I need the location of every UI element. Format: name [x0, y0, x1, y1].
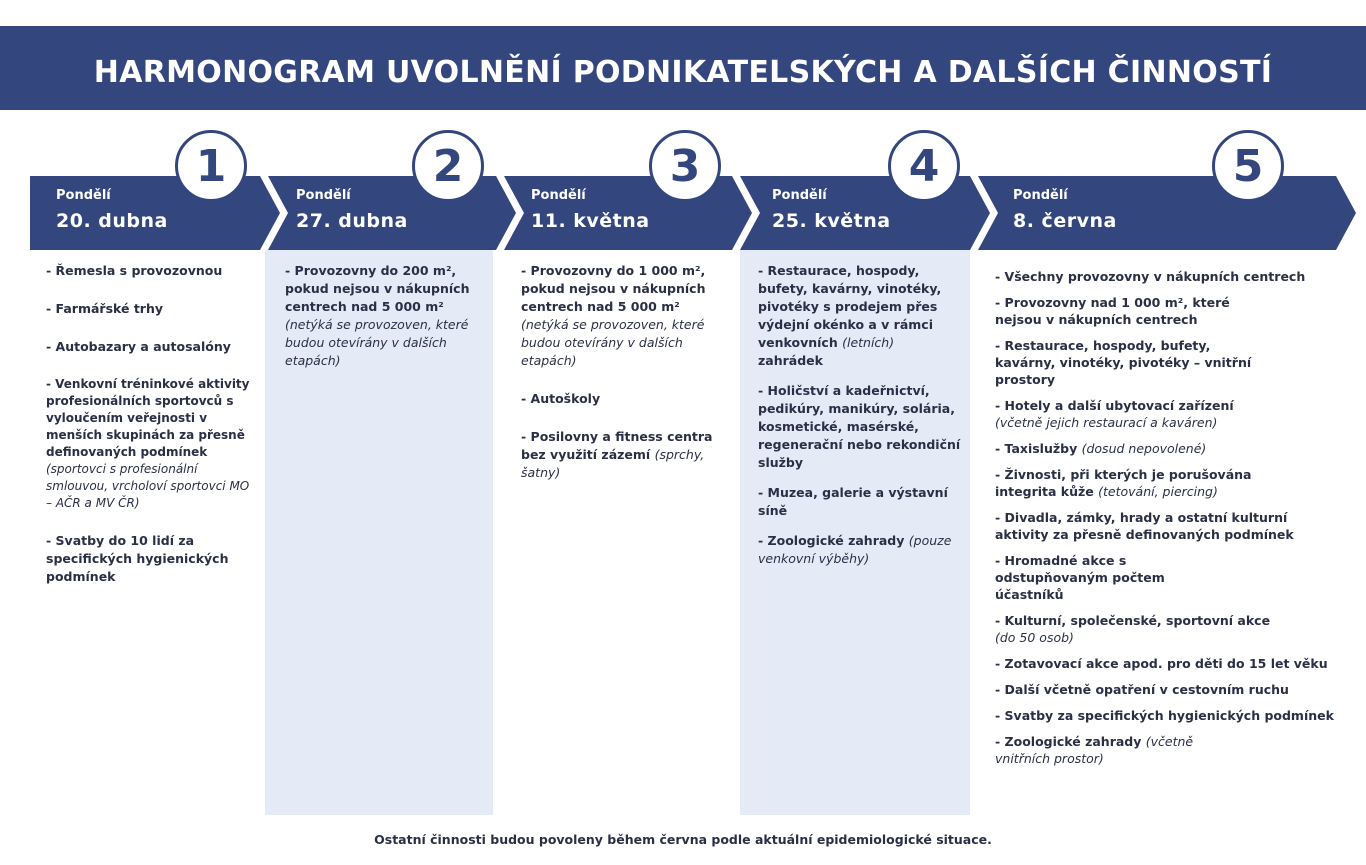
list-item: - Divadla, zámky, hrady a ostatní kulturní aktivity za přesně definovaných podmínek [995, 510, 1294, 542]
list-item: - Provozovny do 1 000 m², pokud nejsou v nákupních centrech nad 5 000 m² (netýká se provozoven, které budou otevírány v dalších etapách) [521, 263, 706, 368]
stage-4-list [758, 262, 963, 580]
stage-date: 11. května [531, 210, 650, 232]
page-title: HARMONOGRAM UVOLNĚNÍ PODNIKATELSKÝCH A DALŠÍCH ČINNOSTÍ [93, 54, 1273, 90]
list-item: - Živnosti, při kterých je porušována integrita kůže (tetování, piercing) [995, 467, 1252, 499]
stage-3-number-badge [649, 130, 721, 202]
stage-2-list [285, 262, 485, 390]
list-item: - Taxislužby (dosud nepovolené) [995, 441, 1207, 456]
stage-weekday: Pondělí [1013, 188, 1068, 203]
list-item: - Venkovní tréninkové aktivity profesionálních sportovců s vyloučením veřejnosti v menších skupinách za přesně definovaných podmínek (sportovci s profesionální smlouvou, vrcholoví sportovci MO – AČR a MV ČR) [46, 377, 250, 510]
stage-5-header [1013, 178, 1213, 250]
list-item: - Kulturní, společenské, sportovní akce (do 50 osob) [995, 613, 1271, 645]
stage-number: 4 [908, 140, 940, 192]
stage-5-number-badge [1212, 130, 1284, 202]
stage-1-list [46, 262, 254, 606]
list-item: - Všechny provozovny v nákupních centrech [995, 269, 1306, 284]
stage-weekday: Pondělí [56, 188, 111, 203]
list-item: - Zotavovací akce apod. pro děti do 15 let věku [995, 656, 1328, 671]
stage-number: 2 [432, 140, 464, 192]
stage-number: 1 [195, 140, 227, 192]
list-item: - Provozovny nad 1 000 m², které nejsou v nákupních centrech [995, 295, 1230, 327]
stage-number: 3 [669, 140, 701, 192]
list-item: - Svatby do 10 lidí za specifických hygienických podmínek [46, 533, 229, 584]
stage-5-list [995, 268, 1345, 776]
list-item: - Autoškoly [521, 391, 601, 406]
stage-date: 25. května [772, 210, 891, 232]
stage-4-number-badge [888, 130, 960, 202]
list-item: - Provozovny do 200 m², pokud nejsou v nákupních centrech nad 5 000 m² (netýká se provozoven, které budou otevírány v dalších etapách) [285, 263, 470, 368]
stage-date: 20. dubna [56, 210, 168, 232]
list-item: - Svatby za specifických hygienických podmínek [995, 708, 1334, 723]
list-item: - Autobazary a autosalóny [46, 339, 231, 354]
stage-1-number-badge [175, 130, 247, 202]
footer-note: Ostatní činnosti budou povoleny během června podle aktuální epidemiologické situace. [374, 832, 992, 847]
list-item: - Řemesla s provozovnou [46, 263, 223, 278]
stage-date: 8. června [1013, 210, 1117, 232]
list-item: - Restaurace, hospody, bufety, kavárny, vinotéky, pivotéky s prodejem přes výdejní okénko a v rámci venkovních (letních) zahrádek [758, 263, 942, 368]
list-item: - Posilovny a fitness centra bez využití zázemí (sprchy, šatny) [521, 429, 713, 480]
list-item: - Holičství a kadeřnictví, pedikúry, manikúry, solária, kosmetické, masérské, regenerační nebo rekondiční služby [758, 383, 961, 470]
list-item: - Restaurace, hospody, bufety, kavárny, vinotéky, pivotéky – vnitřní prostory [995, 338, 1252, 387]
list-item: - Farmářské trhy [46, 301, 164, 316]
list-item: - Hromadné akce s odstupňovaným počtem účastníků [995, 553, 1165, 602]
list-item: - Hotely a další ubytovací zařízení (včetně jejich restaurací a kaváren) [995, 398, 1234, 430]
list-item: - Další včetně opatření v cestovním ruchu [995, 682, 1289, 697]
stage-2-number-badge [412, 130, 484, 202]
stage-weekday: Pondělí [772, 188, 827, 203]
stage-weekday: Pondělí [531, 188, 586, 203]
list-item: - Zoologické zahrady (pouze venkovní výběhy) [758, 533, 952, 566]
list-item: - Muzea, galerie a výstavní síně [758, 485, 948, 518]
stage-number: 5 [1232, 140, 1264, 192]
stage-3-list [521, 262, 726, 502]
stage-weekday: Pondělí [296, 188, 351, 203]
list-item: - Zoologické zahrady (včetně vnitřních prostor) [995, 734, 1194, 766]
stage-date: 27. dubna [296, 210, 408, 232]
